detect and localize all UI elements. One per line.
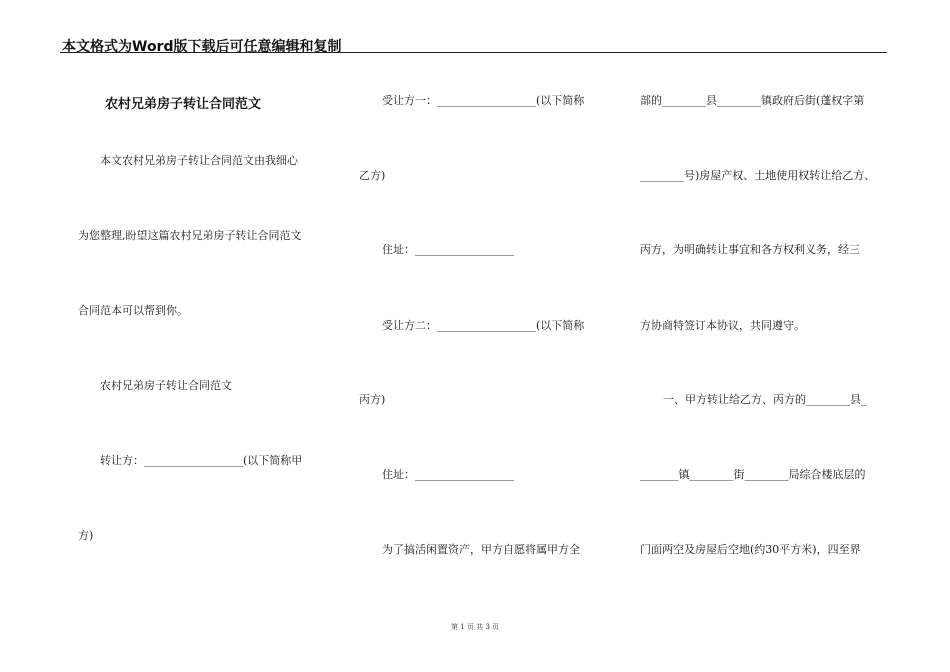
- col1-line-6: 方): [78, 529, 94, 542]
- document-title: 农村兄弟房子转让合同范文: [105, 97, 262, 112]
- col2-line-2: 乙方): [359, 169, 386, 182]
- page-number: 第 1 页 共 3 页: [450, 623, 500, 631]
- col3-line-1: 部的________县________镇政府后街(蓬权字第: [640, 94, 865, 107]
- col3-line-3: 丙方，为明确转让事宜和各方权利义务，经三: [640, 243, 860, 256]
- col2-line-7: 为了搞活闲置资产，甲方自愿将属甲方全: [382, 543, 580, 556]
- col1-line-1: 本文农村兄弟房子转让合同范文由我细心: [100, 154, 298, 167]
- col3-line-2: ________号)房屋产权、土地使用权转让给乙方、: [640, 169, 876, 182]
- col2-line-6: 住址：__________________: [382, 468, 514, 481]
- col2-line-4: 受让方二：__________________(以下简称: [382, 319, 585, 332]
- document-header: 本文格式为Word版下载后可任意编辑和复制: [62, 39, 342, 55]
- col3-line-5: 一、甲方转让给乙方、丙方的________县_: [663, 393, 867, 406]
- col3-line-7: 门面两空及房屋后空地(约30平方米)，四至界: [640, 543, 861, 556]
- col3-line-6: _______镇________街________局综合楼底层的: [640, 468, 866, 481]
- col2-line-3: 住址：__________________: [382, 243, 514, 256]
- col1-line-5: 转让方：__________________(以下简称甲: [100, 454, 303, 467]
- col2-line-1: 受让方一：__________________(以下简称: [382, 94, 585, 107]
- col1-line-3: 合同范本可以帮到你。: [78, 304, 188, 317]
- col1-line-2: 为您整理,盼望这篇农村兄弟房子转让合同范文: [78, 229, 302, 242]
- col1-line-4: 农村兄弟房子转让合同范文: [100, 379, 232, 392]
- header-divider: [60, 52, 887, 53]
- col3-line-4: 方协商特签订本协议，共同遵守。: [640, 319, 805, 332]
- col2-line-5: 丙方): [359, 393, 386, 406]
